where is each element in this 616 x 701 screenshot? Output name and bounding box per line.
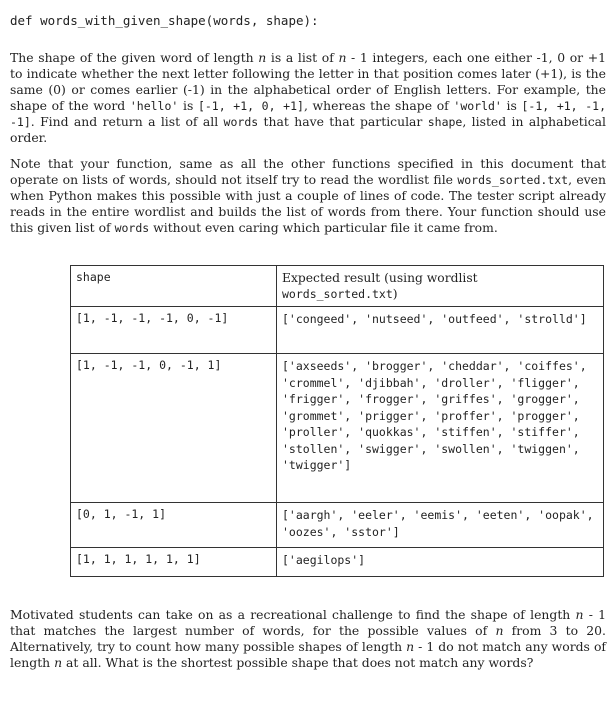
table-row (71, 548, 604, 577)
result-cell: ['axseeds', 'brogger', 'cheddar', 'coiffes', 'crommel', 'djibbah', 'droller', 'fligger', 'frigger', 'frogger', 'griffes', 'grogger', 'grommet', 'prigger', 'proffer', 'progger', 'proller', 'quokkas', 'stiffen', 'stiffer', 'stollen', 'swigger', 'swollen', 'twiggen', 'twigger'] (277, 354, 604, 503)
code-filename: words_sorted.txt (457, 173, 569, 187)
text: is (178, 98, 198, 113)
challenge-paragraph (10, 607, 606, 671)
text: - 1 do not match any words of length (10, 639, 606, 670)
text: from 3 to 20. Alternatively, try to count how many possible shapes of length (10, 623, 606, 654)
table-row (71, 354, 604, 503)
table-row (71, 307, 604, 354)
variable-n: n (495, 623, 504, 638)
shape-cell: [0, 1, -1, 1] (71, 503, 277, 548)
variable-n: n (54, 655, 63, 670)
function-signature: def words_with_given_shape(words, shape): (10, 13, 319, 28)
code-hello: 'hello' (129, 99, 179, 113)
text: at all. What is the shortest possible shape that does not match any words? (62, 655, 534, 670)
variable-n: n (338, 50, 347, 65)
shape-cell: [1, -1, -1, 0, -1, 1] (71, 354, 277, 503)
shape-cell: [1, -1, -1, -1, 0, -1] (71, 307, 277, 354)
result-cell: ['congeed', 'nutseed', 'outfeed', 'strolld'] (277, 307, 604, 354)
header-result (277, 266, 604, 307)
text: that have that particular (258, 114, 428, 129)
text: The shape of the given word of length (10, 50, 259, 65)
text: is (501, 98, 522, 113)
note-paragraph (10, 156, 606, 236)
table-row (71, 503, 604, 548)
table-header-row (71, 266, 604, 307)
code-hello-shape: [-1, +1, 0, +1] (197, 99, 304, 113)
text: . Find and return a list of all (30, 114, 224, 129)
code-shape: shape (427, 115, 463, 129)
description-paragraph (10, 50, 606, 146)
text: , even when Python makes this possible with just a couple of lines of code. The tester script already reads in the entire wordlist and builds the list of words from there. Your function should use this given list of (10, 172, 606, 235)
header-result-close: ) (392, 287, 398, 301)
text: , listed in alphabetical order. (10, 114, 607, 145)
variable-n: n (575, 607, 584, 622)
code-words: words (114, 221, 150, 235)
code-world-shape: [-1, +1, -1, -1] (10, 99, 606, 129)
header-shape: shape (71, 266, 277, 307)
result-cell: ['aegilops'] (277, 548, 604, 577)
text: - 1 that matches the largest number of words, for the possible values of (10, 607, 606, 638)
variable-n: n (406, 639, 415, 654)
text: , whereas the shape of (303, 98, 454, 113)
variable-n: n (258, 50, 267, 65)
text: without even caring which particular file it came from. (149, 220, 498, 235)
text: - 1 integers, each one either -1, 0 or +1 to indicate whether the next letter following the letter in that position comes later (+1), is the same (0) or comes earlier (-1) in the alphabetical order of English letters. For example, the shape of the word (10, 50, 606, 113)
examples-table (70, 265, 604, 577)
result-cell: ['aargh', 'eeler', 'eemis', 'eeten', 'oopak', 'oozes', 'sstor'] (277, 503, 604, 548)
code-words: words (223, 115, 259, 129)
text: Note that your function, same as all the other functions specified in this document that operate on lists of words, should not itself try to read the wordlist file (10, 156, 606, 187)
shape-cell: [1, 1, 1, 1, 1, 1] (71, 548, 277, 577)
text: Motivated students can take on as a recreational challenge to find the shape of length (10, 607, 576, 622)
header-result-file: words_sorted.txt (282, 287, 393, 301)
header-result-text: Expected result (using wordlist (282, 271, 478, 285)
code-world: 'world' (453, 99, 502, 113)
text: is a list of (266, 50, 339, 65)
